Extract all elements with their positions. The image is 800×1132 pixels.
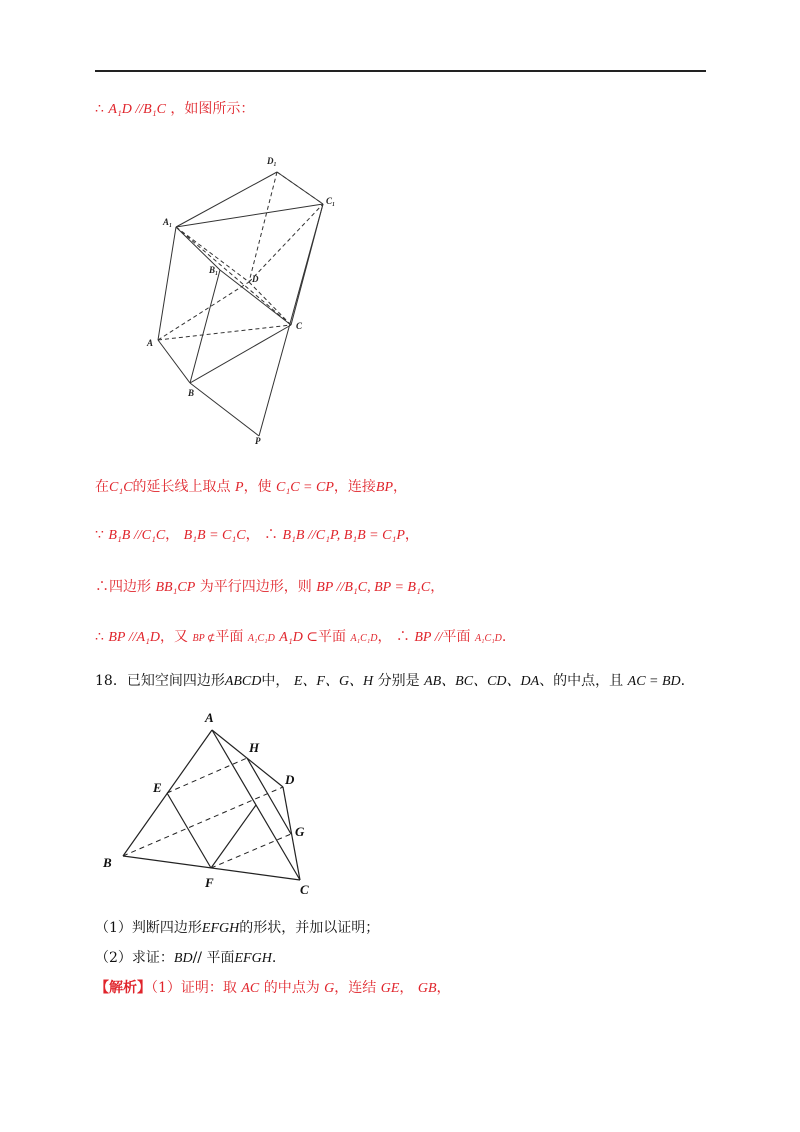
- math-expression: BP ⊄: [192, 633, 216, 644]
- label-B1: B₁: [209, 265, 219, 275]
- text: （1）证明：取: [151, 980, 237, 996]
- math-expression: ABCD: [224, 674, 262, 689]
- math-expression: A₁D //B₁C: [108, 102, 166, 117]
- label-A: A: [147, 338, 154, 348]
- text: 四边形: [109, 579, 151, 595]
- math-expression: AC = BD: [627, 674, 681, 689]
- text: .: [501, 629, 507, 645]
- math-expression: AB、BC、CD、DA: [424, 674, 540, 689]
- text: ，: [245, 527, 260, 543]
- math-expression: BP //B₁C, BP = B₁C: [316, 580, 431, 595]
- text: 的中点为: [263, 980, 320, 996]
- label-D1: D₁: [267, 156, 277, 166]
- analysis-tag: 【解析】: [95, 980, 151, 996]
- math-expression: BD: [173, 951, 193, 966]
- math-expression: EFGH: [234, 951, 272, 966]
- text: 、的中点，且: [539, 673, 624, 689]
- label-A: A: [205, 710, 214, 725]
- text: .: [271, 950, 277, 966]
- label-G: G: [295, 824, 305, 839]
- label-D: D: [285, 772, 295, 787]
- math-expression: G: [324, 981, 335, 996]
- text: ，连结: [334, 980, 377, 996]
- label-B: B: [103, 855, 112, 870]
- math-expression: BP: [375, 480, 394, 495]
- therefore-symbol: ∴: [95, 579, 109, 595]
- label-C: C: [300, 882, 309, 897]
- therefore-symbol: ∴: [264, 527, 279, 543]
- prism-figure: [0, 0, 800, 460]
- text: 平面: [442, 629, 471, 645]
- text: ，使: [243, 479, 272, 495]
- problem-number: 18．已知空间四边形: [95, 673, 225, 689]
- text: // 平面: [192, 950, 235, 966]
- label-E: E: [153, 780, 162, 795]
- math-expression: C₁C: [109, 480, 133, 495]
- because-symbol: ∵: [95, 527, 104, 543]
- text: ，: [430, 579, 445, 595]
- text: ，: [404, 527, 419, 543]
- tetrahedron-figure: [0, 700, 800, 910]
- text: ，: [165, 527, 180, 543]
- math-expression: A₁D ⊂: [279, 630, 319, 645]
- label-B: B: [188, 388, 195, 398]
- math-expression: A₁C₁D: [350, 633, 378, 644]
- text: ，: [377, 629, 392, 645]
- text: 分别是: [377, 673, 420, 689]
- math-expression: E、F、G、H: [293, 674, 374, 689]
- text: 的延长线上取点: [132, 479, 231, 495]
- math-expression: B₁B //C₁P, B₁B = C₁P: [282, 528, 405, 543]
- text: ，如图所示：: [170, 101, 255, 117]
- label-H: H: [249, 740, 260, 755]
- math-expression: P: [235, 480, 244, 495]
- label-P: P: [255, 436, 261, 446]
- text: ，: [393, 479, 408, 495]
- text: 在: [95, 479, 109, 495]
- text: ，连接: [333, 479, 376, 495]
- analysis-line: [95, 977, 451, 997]
- question-number: （1）判断四边形: [95, 920, 202, 936]
- text: ，又: [160, 629, 189, 645]
- math-expression: B₁B //C₁C: [108, 528, 166, 543]
- math-expression: BP //: [414, 630, 443, 645]
- math-expression: C₁C = CP: [276, 480, 334, 495]
- therefore-symbol: ∴: [395, 629, 410, 645]
- math-expression: A₁C₁D: [247, 633, 275, 644]
- label-D: D: [252, 274, 259, 284]
- math-expression: GB: [417, 981, 437, 996]
- math-expression: BB₁CP: [155, 580, 196, 595]
- question-2: [95, 947, 276, 967]
- label-A1: A₁: [163, 217, 173, 227]
- math-expression: A₁C₁D: [474, 633, 502, 644]
- label-C: C: [296, 321, 303, 331]
- label-F: F: [205, 875, 214, 890]
- question-number: （2）求证：: [95, 950, 174, 966]
- label-C1: C₁: [326, 196, 336, 206]
- math-expression: GE: [380, 981, 400, 996]
- parallelogram-line: [95, 576, 444, 596]
- text: 平面: [215, 629, 244, 645]
- math-expression: B₁B = C₁C: [183, 528, 246, 543]
- construction-line: [95, 476, 407, 496]
- final-conclusion-line: [95, 626, 506, 646]
- math-expression: BP //A₁D: [108, 630, 161, 645]
- problem-18: [95, 670, 685, 690]
- text: 平面: [318, 629, 347, 645]
- text: ，: [436, 980, 451, 996]
- therefore-symbol: ∴: [95, 629, 104, 645]
- text: .: [680, 673, 686, 689]
- math-expression: AC: [241, 981, 260, 996]
- therefore-symbol: ∴: [95, 101, 104, 117]
- text: 为平行四边形，则: [199, 579, 312, 595]
- math-expression: EFGH: [201, 921, 240, 936]
- text: 的形状，并加以证明；: [239, 920, 380, 936]
- text: 中，: [261, 673, 290, 689]
- text: ，: [399, 980, 414, 996]
- because-line: [95, 524, 419, 544]
- question-1: [95, 917, 379, 937]
